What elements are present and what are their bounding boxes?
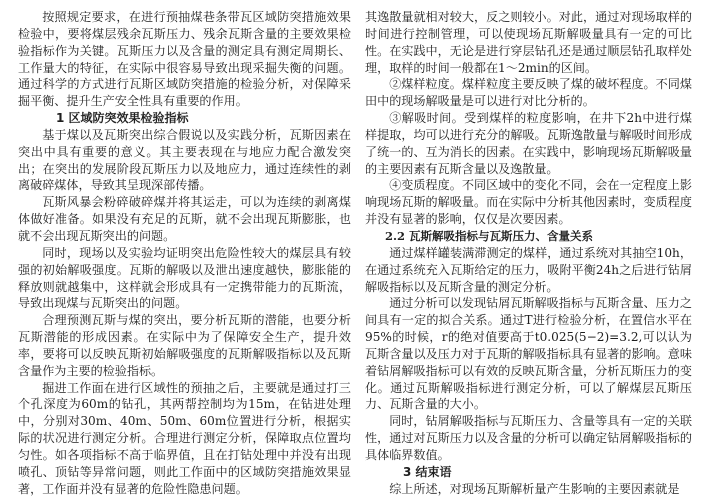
paragraph: 同时，现场以及实验均证明突出危险性较大的煤层具有较强的初始解吸强度。瓦斯的解吸以及泄出速度越快，膨胀能的释放则就越集中，这样就会形成具有一定携带能力的瓦斯流，导致出现煤与瓦斯突出的问题。 [18, 245, 351, 311]
paragraph: ②煤样粒度。煤样粒度主要反映了煤的破坏程度。不同煤田中的现场解吸量是可以进行对比分析的。 [365, 77, 692, 109]
paragraph: 瓦斯风暴会粉碎破碎煤并将其运走，可以为连续的剥离煤体做好准备。如果没有充足的瓦斯，就不会出现瓦斯膨胀，也就不会出现瓦斯突出的问题。 [18, 195, 351, 243]
paragraph: 通过煤样罐装满滞测定的煤样，通过系统对其抽空10h，在通过系统充入瓦斯给定的压力，吸附平衡24h之后进行钻屑解吸指标以及瓦斯含量的测定分析。 [365, 245, 692, 294]
continued-paragraph: 其逸散量就相对较大，反之则较小。对此，通过对现场取样的时间进行控制管理，可以使现场瓦斯解吸量具有一定的可比性。在实践中，无论是进行穿层钻孔还是通过顺层钻孔取样处理，取样的时间一般都在1～2min的区间。 [365, 10, 692, 75]
left-column [18, 9, 351, 497]
paragraph: 通过分析可以发现钻屑瓦斯解吸指标与瓦斯含量、压力之间具有一定的拟合关系。通过T进行检验分析，在置信水平在95%的时候，r的绝对值要高于t0.025(5−2)=3.2,可以认为瓦斯含量以及压力对于瓦斯的解吸指标具有显著的影响。意味着钻屑解吸指标可以有效的反映瓦斯含量，分析瓦斯压力的变化。通过瓦斯解吸指标进行测定分析，可以了解煤层瓦斯压力、瓦斯含量的大小。 [365, 296, 692, 412]
paragraph: ③解吸时间。受到煤样的粒度影响，在井下2h中进行煤样提取，均可以进行充分的解吸。瓦斯逸散量与解吸时间形成了统一的、互为消长的因素。在实践中，影响现场瓦斯解吸量的主要因素有瓦斯含量以及逸散量。 [365, 111, 692, 176]
paragraph: 同时，钻屑解吸指标与瓦斯压力、含量等具有一定的关联性，通过对瓦斯压力以及含量的分析可以确定钻屑解吸指标的具体临界数值。 [365, 414, 692, 462]
paragraph: 综上所述，对现场瓦斯解析量产生影响的主要因素就是 [389, 481, 680, 496]
paragraph: ④变质程度。不同区域中的变化不同，会在一定程度上影响现场瓦斯的解吸量。而在实际中分析其他因素时，变质程度并没有显著的影响，仅仅是次要因素。 [365, 178, 692, 227]
right-column [365, 9, 692, 497]
subsection-heading-2-2: 2.2 瓦斯解吸指标与瓦斯压力、含量关系 [385, 228, 594, 243]
paragraph: 掘进工作面在进行区域性的预抽之后，主要就是通过打三个孔深度为60m的钻孔，其两帮控制均为15m，在钻进处理中，分别对30m、40m、50m、60m位置进行分析，根据实际的状况进行测定分析。合理进行测定分析，保障取点位置均匀性。如各项指标不高于临界值，且在打钻处理中并没有出现喷孔、顶钻等异常问题，则此工作面中的区域防突措施效果显著，工作面并没有显著的危险性隐患问题。 [18, 380, 351, 496]
paragraph: 合理预测瓦斯与煤的突出，要分析瓦斯的潜能，也要分析瓦斯潜能的形成因素。在实际中为了保障安全生产，提升效率，要将可以反映瓦斯初始解吸强度的瓦斯解吸指标以及瓦斯含量作为主要的检验指标。 [18, 313, 351, 378]
section-heading-1: 1 区域防突效果检验指标 [56, 111, 189, 126]
section-heading-3: 3 结束语 [403, 464, 452, 479]
intro-paragraph: 按照规定要求，在进行预抽煤巷条带瓦区域防突措施效果检验中，要将煤层残余瓦斯压力、残余瓦斯含量的主要效果检验指标作为关键。瓦斯压力以及含量的测定具有测定周期长、工作量大的特征，在实际中很容易导致出现采掘失衡的问题。通过科学的方式进行瓦斯区域防突措施的检验分析，对保障采掘平衡、提升生产安全性具有重要的作用。 [18, 10, 351, 109]
paragraph: 基于煤以及瓦斯突出综合假说以及实践分析，瓦斯因素在突出中具有重要的意义。其主要表现在与地应力配合激发突出；在突出的发展阶段瓦斯压力以及地应力，通过连续性的剥离破碎煤体，导致其呈现深部传播。 [18, 127, 351, 193]
